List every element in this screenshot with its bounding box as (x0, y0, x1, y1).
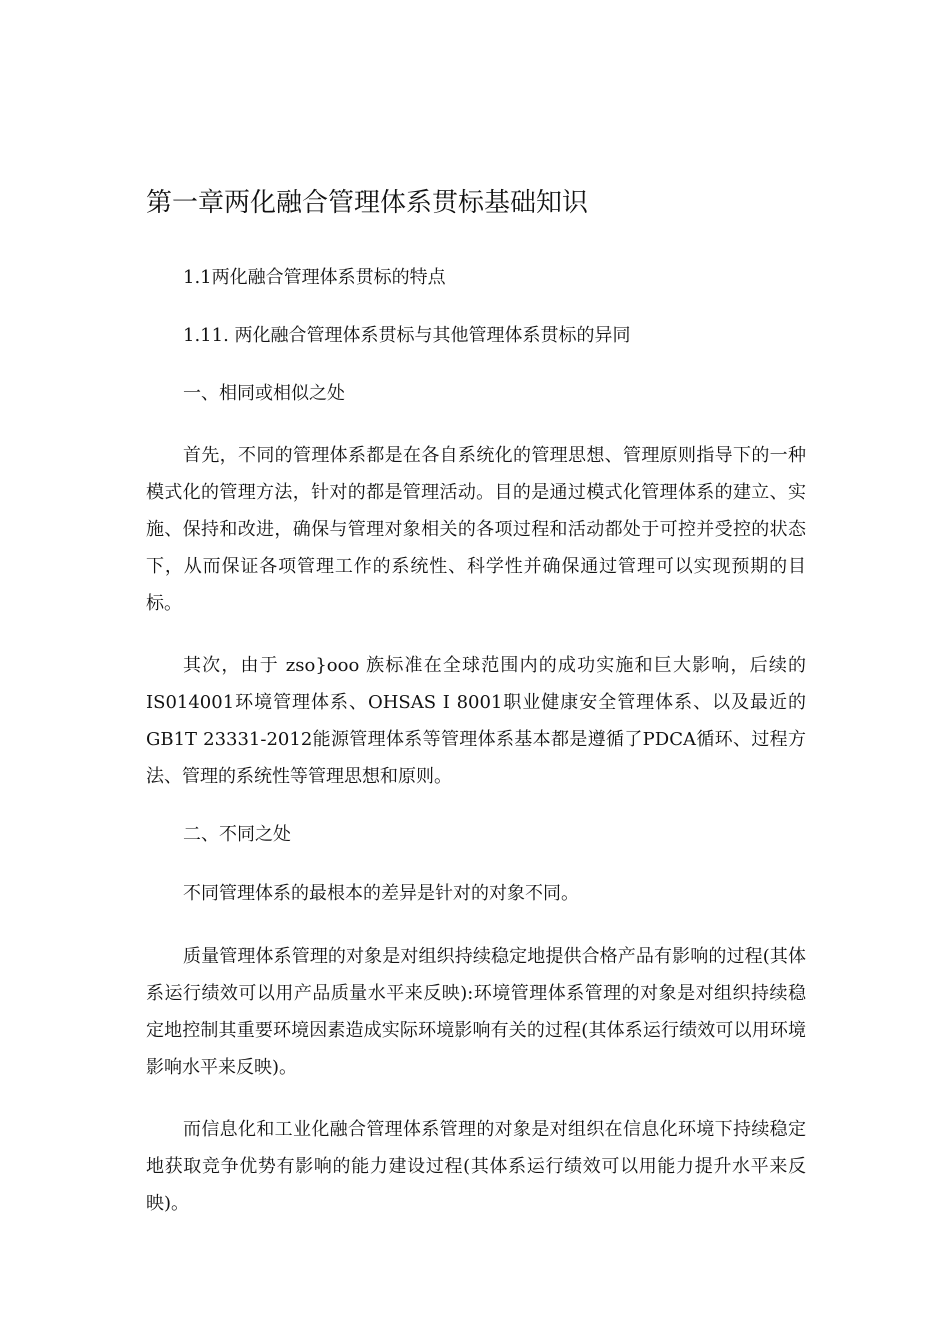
subheading-similarities: 一、相同或相似之处 (183, 383, 345, 404)
section-heading-1-1: 1.1两化融合管理体系贯标的特点 (183, 267, 446, 288)
paragraph-difference-root: 不同管理体系的最根本的差异是针对的对象不同。 (183, 883, 579, 904)
paragraph-integration: 而信息化和工业化融合管理体系管理的对象是对组织在信息化环境下持续稳定地获取竞争优势有影响的能力建设过程(其体系运行绩效可以用能力提升水平来反映)。 (146, 1119, 806, 1214)
section-heading-1-11: 1.11. 两化融合管理体系贯标与其他管理体系贯标的异同 (183, 325, 631, 346)
paragraph-second: 其次，由于 zso}ooo 族标准在全球范围内的成功实施和巨大影响，后续的IS014001环境管理体系、OHSAS I 8001职业健康安全管理体系、以及最近的GB1T 23331-2012能源管理体系等管理体系基本都是遵循了PDCA循环、过程方法、管理的系统性等管理思想和原则。 (146, 655, 806, 787)
subheading-differences: 二、不同之处 (183, 824, 291, 845)
chapter-title: 第一章两化融合管理体系贯标基础知识 (146, 188, 589, 218)
paragraph-quality-environment: 质量管理体系管理的对象是对组织持续稳定地提供合格产品有影响的过程(其体系运行绩效可以用产品质量水平来反映):环境管理体系管理的对象是对组织持续稳定地控制其重要环境因素造成实际环境影响有关的过程(其体系运行绩效可以用环境影响水平来反映)。 (146, 946, 806, 1078)
paragraph-first: 首先，不同的管理体系都是在各自系统化的管理思想、管理原则指导下的一种模式化的管理方法，针对的都是管理活动。目的是通过模式化管理体系的建立、实施、保持和改进，确保与管理对象相关的各项过程和活动都处于可控并受控的状态下，从而保证各项管理工作的系统性、科学性并确保通过管理可以实现预期的目标。 (146, 445, 806, 614)
